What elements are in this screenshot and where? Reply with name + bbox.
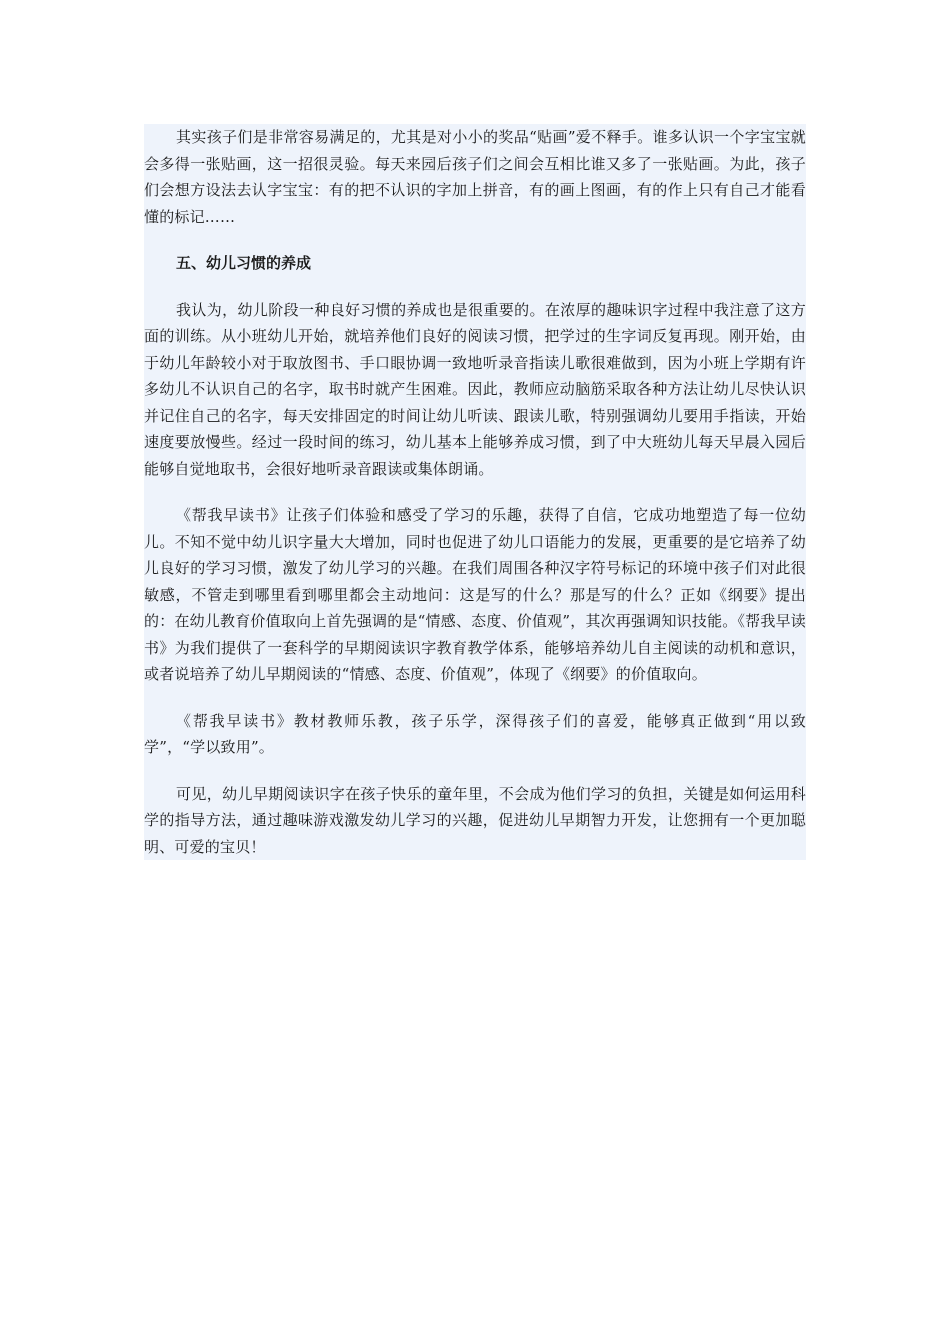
paragraph-stickers: 其实孩子们是非常容易满足的，尤其是对小小的奖品“贴画”爱不释手。谁多认识一个字宝宝就会多得一张贴画，这一招很灵验。每天来园后孩子们之间会互相比谁又多了一张贴画。为此，孩子们会想方设法去认字宝宝：有的把不认识的字加上拼音，有的画上图画，有的作上只有自己才能看懂的标记……: [144, 128, 806, 226]
paragraph-conclusion: 可见，幼儿早期阅读识字在孩子快乐的童年里，不会成为他们学习的负担，关键是如何运用科学的指导方法，通过趣味游戏激发幼儿学习的兴趣，促进幼儿早期智力开发，让您拥有一个更加聪明、可爱的宝贝！: [144, 784, 806, 856]
document-body: [144, 124, 806, 860]
paragraph-teaching: 《帮我早读书》教材教师乐教，孩子乐学，深得孩子们的喜爱，能够真正做到“用以致学”，“学以致用”。: [144, 711, 806, 756]
paragraph-habits: 我认为，幼儿阶段一种良好习惯的养成也是很重要的。在浓厚的趣味识字过程中我注意了这方面的训练。从小班幼儿开始，就培养他们良好的阅读习惯，把学过的生字词反复再现。刚开始，由于幼儿年龄较小对于取放图书、手口眼协调一致地听录音指读儿歌很难做到，因为小班上学期有许多幼儿不认识自己的名字，取书时就产生困难。因此，教师应动脑筋采取各种方法让幼儿尽快认识并记住自己的名字，每天安排固定的时间让幼儿听读、跟读儿歌，特别强调幼儿要用手指读，开始速度要放慢些。经过一段时间的练习，幼儿基本上能够养成习惯，到了中大班幼儿每天早晨入园后能够自觉地取书，会很好地听录音跟读或集体朗诵。: [144, 300, 806, 478]
section-heading-habits: 五、幼儿习惯的养成: [176, 254, 312, 272]
paragraph-book-benefits: 《帮我早读书》让孩子们体验和感受了学习的乐趣，获得了自信，它成功地塑造了每一位幼儿。不知不觉中幼儿识字量大大增加，同时也促进了幼儿口语能力的发展，更重要的是它培养了幼儿良好的学习习惯，激发了幼儿学习的兴趣。在我们周围各种汉字符号标记的环境中孩子们对此很敏感，不管走到哪里看到哪里都会主动地问：这是写的什么？那是写的什么？正如《纲要》提出的：在幼儿教育价值取向上首先强调的是“情感、态度、价值观”，其次再强调知识技能。《帮我早读书》为我们提供了一套科学的早期阅读识字教育教学体系，能够培养幼儿自主阅读的动机和意识，或者说培养了幼儿早期阅读的“情感、态度、价值观”，体现了《纲要》的价值取向。: [144, 506, 806, 683]
